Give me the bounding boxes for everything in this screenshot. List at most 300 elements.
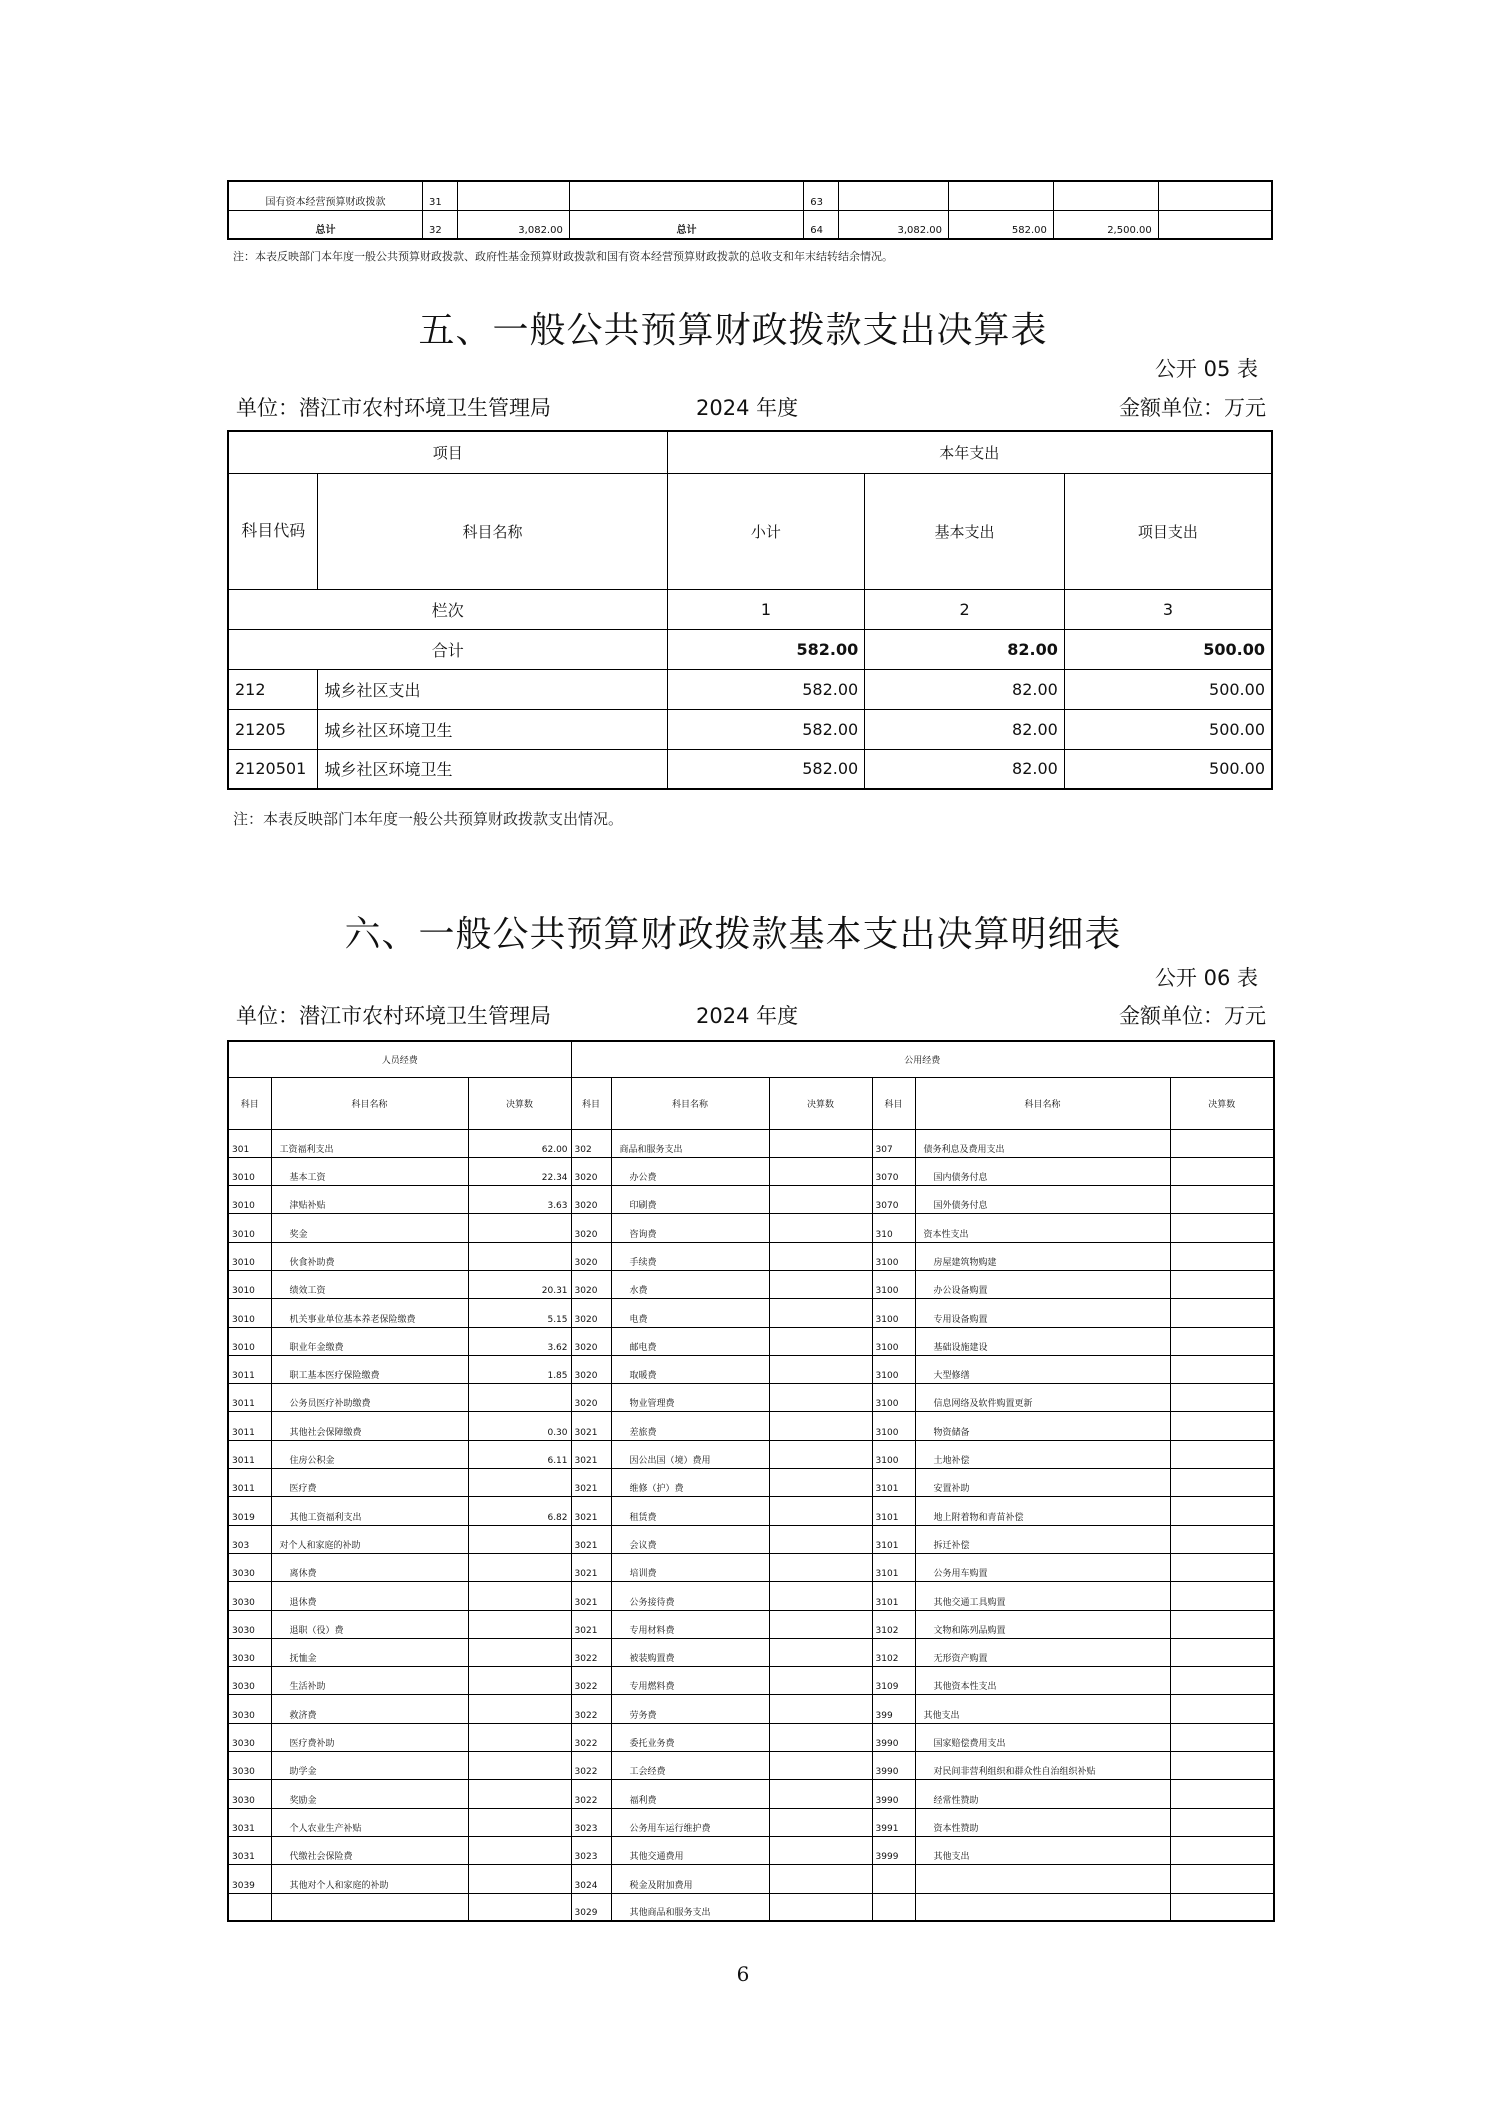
table-row [228, 1327, 1274, 1355]
item-name: 差旅费 [611, 1412, 769, 1440]
total-label: 总计 [569, 210, 803, 239]
item-amount [1170, 1129, 1274, 1157]
item-name: 水费 [611, 1270, 769, 1298]
item-amount [1170, 1836, 1274, 1864]
item-name: 公务用车购置 [915, 1553, 1170, 1581]
item-name: 专用材料费 [611, 1610, 769, 1638]
table-row [228, 1186, 1274, 1214]
item-code: 3011 [228, 1440, 271, 1468]
item-amount [1170, 1752, 1274, 1780]
item-code: 3030 [228, 1752, 271, 1780]
item-basic: 82.00 [865, 709, 1065, 749]
item-code: 21205 [228, 709, 318, 749]
item-code: 3024 [571, 1865, 611, 1893]
item-amount [468, 1667, 571, 1695]
item-amount [769, 1695, 872, 1723]
header-basic: 基本支出 [865, 473, 1065, 589]
item-amount [769, 1808, 872, 1836]
item-name: 咨询费 [611, 1214, 769, 1242]
item-amount [769, 1497, 872, 1525]
item-amount [1170, 1525, 1274, 1553]
item-name: 奖金 [271, 1214, 468, 1242]
row-label [569, 181, 803, 210]
item-code [872, 1865, 915, 1893]
table-row [228, 1270, 1274, 1298]
item-name: 其他支出 [915, 1695, 1170, 1723]
item-name: 资本性赞助 [915, 1808, 1170, 1836]
header-name: 科目名称 [318, 473, 667, 589]
table4-note: 注：本表反映部门本年度一般公共预算财政拨款、政府性基金预算财政拨款和国有资本经营预算财政拨款的总收支和年末结转结余情况。 [233, 250, 893, 263]
item-code: 3010 [228, 1186, 271, 1214]
item-name: 抚恤金 [271, 1638, 468, 1666]
header-name: 科目名称 [611, 1077, 769, 1129]
item-name: 专用燃料费 [611, 1667, 769, 1695]
item-name: 离休费 [271, 1553, 468, 1581]
item-code: 3020 [571, 1327, 611, 1355]
table5-note: 注：本表反映部门本年度一般公共预算财政拨款支出情况。 [233, 810, 624, 828]
item-name: 对个人和家庭的补助 [271, 1525, 468, 1553]
item-code: 3030 [228, 1553, 271, 1581]
item-name: 培训费 [611, 1553, 769, 1581]
row-value [457, 181, 569, 210]
item-amount [468, 1553, 571, 1581]
header-personnel: 人员经费 [228, 1041, 571, 1077]
item-amount [1170, 1865, 1274, 1893]
item-name: 其他社会保障缴费 [271, 1412, 468, 1440]
item-code: 3023 [571, 1836, 611, 1864]
item-amount [468, 1752, 571, 1780]
item-amount [769, 1384, 872, 1412]
item-amount [769, 1667, 872, 1695]
item-name: 个人农业生产补贴 [271, 1808, 468, 1836]
item-amount: 6.11 [468, 1440, 571, 1468]
table-row [228, 749, 1272, 789]
item-amount [1170, 1808, 1274, 1836]
item-amount [1170, 1582, 1274, 1610]
item-code: 3022 [571, 1638, 611, 1666]
item-amount [1170, 1553, 1274, 1581]
item-amount [769, 1469, 872, 1497]
item-code: 3011 [228, 1469, 271, 1497]
total-subtotal: 582.00 [667, 629, 865, 669]
header-amount: 决算数 [769, 1077, 872, 1129]
item-name: 绩效工资 [271, 1270, 468, 1298]
item-name: 退休费 [271, 1582, 468, 1610]
item-amount [1170, 1157, 1274, 1185]
total-value: 582.00 [949, 210, 1054, 239]
item-amount [769, 1299, 872, 1327]
item-name: 因公出国（境）费用 [611, 1440, 769, 1468]
item-code: 3021 [571, 1469, 611, 1497]
item-name: 职工基本医疗保险缴费 [271, 1355, 468, 1383]
item-amount [1170, 1638, 1274, 1666]
item-amount [769, 1440, 872, 1468]
item-name: 医疗费 [271, 1469, 468, 1497]
row-value [839, 181, 949, 210]
item-code: 3030 [228, 1638, 271, 1666]
item-code: 3022 [571, 1667, 611, 1695]
header-subtotal: 小计 [667, 473, 865, 589]
row-no: 64 [804, 210, 839, 239]
section5-table-number: 公开 05 表 [1154, 357, 1258, 381]
item-code: 3102 [872, 1638, 915, 1666]
item-name [915, 1865, 1170, 1893]
item-name: 安置补助 [915, 1469, 1170, 1497]
item-code: 3100 [872, 1242, 915, 1270]
item-name: 职业年金缴费 [271, 1327, 468, 1355]
total-value: 3,082.00 [839, 210, 949, 239]
item-code: 3020 [571, 1299, 611, 1327]
item-amount: 20.31 [468, 1270, 571, 1298]
item-code: 3011 [228, 1355, 271, 1383]
fiscal-year: 2024 年度 [696, 1004, 799, 1028]
item-name: 租赁费 [611, 1497, 769, 1525]
item-amount [468, 1723, 571, 1751]
item-name: 税金及附加费用 [611, 1865, 769, 1893]
table-row [228, 709, 1272, 749]
table-row [228, 1412, 1274, 1440]
item-amount [769, 1723, 872, 1751]
item-amount [1170, 1412, 1274, 1440]
item-code: 3029 [571, 1893, 611, 1921]
item-name: 专用设备购置 [915, 1299, 1170, 1327]
item-code [228, 1893, 271, 1921]
item-amount [468, 1610, 571, 1638]
item-code: 3030 [228, 1780, 271, 1808]
item-name: 福利费 [611, 1780, 769, 1808]
item-name: 生活补助 [271, 1667, 468, 1695]
item-name: 无形资产购置 [915, 1638, 1170, 1666]
item-code: 3011 [228, 1412, 271, 1440]
item-code: 3020 [571, 1157, 611, 1185]
item-amount: 0.30 [468, 1412, 571, 1440]
item-code: 3019 [228, 1497, 271, 1525]
column-no-label: 栏次 [228, 589, 667, 629]
table-row-total [228, 210, 1272, 239]
row-label: 国有资本经营预算财政拨款 [228, 181, 423, 210]
item-code: 307 [872, 1129, 915, 1157]
item-code: 3100 [872, 1440, 915, 1468]
item-amount [769, 1270, 872, 1298]
section5-title: 五、一般公共预算财政拨款支出决算表 [418, 310, 1048, 351]
item-amount [769, 1242, 872, 1270]
item-basic: 82.00 [865, 669, 1065, 709]
item-subtotal: 582.00 [667, 709, 865, 749]
table-row [228, 181, 1272, 210]
item-name: 其他交通工具购置 [915, 1582, 1170, 1610]
item-amount: 3.63 [468, 1186, 571, 1214]
total-value: 3,082.00 [457, 210, 569, 239]
table-row [228, 1865, 1274, 1893]
table-row [228, 1752, 1274, 1780]
item-name: 其他对个人和家庭的补助 [271, 1865, 468, 1893]
item-project: 500.00 [1064, 669, 1272, 709]
item-name: 资本性支出 [915, 1214, 1170, 1242]
item-name: 伙食补助费 [271, 1242, 468, 1270]
item-amount [1170, 1723, 1274, 1751]
item-code: 3030 [228, 1695, 271, 1723]
header-project-expense: 项目支出 [1064, 473, 1272, 589]
item-amount [769, 1157, 872, 1185]
section5-unit-line [236, 392, 1266, 422]
table-row [228, 1893, 1274, 1921]
total-value [1158, 210, 1272, 239]
item-name: 印刷费 [611, 1186, 769, 1214]
item-amount [468, 1865, 571, 1893]
section6-table-number: 公开 06 表 [1154, 966, 1258, 990]
item-amount [468, 1469, 571, 1497]
section6-title: 六、一般公共预算财政拨款基本支出决算明细表 [344, 914, 1122, 955]
item-code: 3021 [571, 1497, 611, 1525]
item-amount [468, 1893, 571, 1921]
header-row [228, 1077, 1274, 1129]
item-code: 3010 [228, 1157, 271, 1185]
item-code: 302 [571, 1129, 611, 1157]
table-row [228, 1299, 1274, 1327]
table-row [228, 1582, 1274, 1610]
money-unit: 金额单位：万元 [1119, 396, 1266, 420]
item-code: 3102 [872, 1610, 915, 1638]
row-no: 32 [423, 210, 458, 239]
item-code: 3020 [571, 1270, 611, 1298]
item-code: 3010 [228, 1299, 271, 1327]
item-amount [1170, 1893, 1274, 1921]
item-name: 文物和陈列品购置 [915, 1610, 1170, 1638]
item-name: 手续费 [611, 1242, 769, 1270]
item-name: 其他商品和服务支出 [611, 1893, 769, 1921]
item-name: 公务用车运行维护费 [611, 1808, 769, 1836]
total-project: 500.00 [1064, 629, 1272, 669]
item-amount [468, 1638, 571, 1666]
table-row [228, 1355, 1274, 1383]
table-row [228, 1667, 1274, 1695]
table-row [228, 1214, 1274, 1242]
item-name: 住房公积金 [271, 1440, 468, 1468]
item-code: 3039 [228, 1865, 271, 1893]
item-name: 会议费 [611, 1525, 769, 1553]
item-code: 301 [228, 1129, 271, 1157]
table-row [228, 1525, 1274, 1553]
item-project: 500.00 [1064, 749, 1272, 789]
item-name: 助学金 [271, 1752, 468, 1780]
row-value [1053, 181, 1158, 210]
table4-tail [227, 180, 1273, 240]
table-row [228, 669, 1272, 709]
header-amount: 决算数 [468, 1077, 571, 1129]
item-amount [468, 1808, 571, 1836]
item-name: 办公设备购置 [915, 1270, 1170, 1298]
item-amount [468, 1242, 571, 1270]
table-row [228, 1384, 1274, 1412]
item-name: 代缴社会保险费 [271, 1836, 468, 1864]
item-name: 奖励金 [271, 1780, 468, 1808]
item-amount [769, 1638, 872, 1666]
item-code: 3020 [571, 1355, 611, 1383]
item-code: 3031 [228, 1836, 271, 1864]
item-amount [769, 1525, 872, 1553]
item-amount [1170, 1780, 1274, 1808]
item-code: 2120501 [228, 749, 318, 789]
column-no: 3 [1064, 589, 1272, 629]
item-name: 其他交通费用 [611, 1836, 769, 1864]
row-value [1158, 181, 1272, 210]
item-code: 3022 [571, 1752, 611, 1780]
item-code: 310 [872, 1214, 915, 1242]
item-code: 3030 [228, 1582, 271, 1610]
item-code: 3100 [872, 1327, 915, 1355]
item-code [872, 1893, 915, 1921]
header-code: 科目 [872, 1077, 915, 1129]
page-number: 6 [736, 1962, 750, 1986]
header-public: 公用经费 [571, 1041, 1274, 1077]
item-code: 3990 [872, 1780, 915, 1808]
table5-expense [227, 430, 1273, 790]
item-code: 3021 [571, 1525, 611, 1553]
table-row [228, 1157, 1274, 1185]
section6-unit-line [236, 1000, 1266, 1030]
table-row [228, 1129, 1274, 1157]
header-code: 科目代码 [228, 473, 318, 589]
table6-basic-expense-detail [227, 1040, 1275, 1922]
item-amount [769, 1893, 872, 1921]
item-code: 3010 [228, 1327, 271, 1355]
table-row [228, 1695, 1274, 1723]
item-name: 被装购置费 [611, 1638, 769, 1666]
unit-label: 单位：潜江市农村环境卫生管理局 [236, 1004, 551, 1028]
item-code: 3021 [571, 1610, 611, 1638]
table-row [228, 1497, 1274, 1525]
item-name: 对民间非营利组织和群众性自治组织补贴 [915, 1752, 1170, 1780]
item-code: 3030 [228, 1667, 271, 1695]
item-name: 债务利息及费用支出 [915, 1129, 1170, 1157]
item-name: 其他工资福利支出 [271, 1497, 468, 1525]
item-project: 500.00 [1064, 709, 1272, 749]
item-code: 3101 [872, 1525, 915, 1553]
table-row [228, 1242, 1274, 1270]
item-amount [1170, 1299, 1274, 1327]
item-code: 303 [228, 1525, 271, 1553]
header-project: 项目 [228, 431, 667, 473]
item-code: 3030 [228, 1610, 271, 1638]
item-amount [1170, 1384, 1274, 1412]
item-name: 医疗费补助 [271, 1723, 468, 1751]
item-code: 3100 [872, 1412, 915, 1440]
item-name: 基础设施建设 [915, 1327, 1170, 1355]
item-code: 3990 [872, 1723, 915, 1751]
item-amount [468, 1525, 571, 1553]
item-name: 津贴补贴 [271, 1186, 468, 1214]
item-amount [1170, 1214, 1274, 1242]
item-amount [1170, 1327, 1274, 1355]
item-amount [1170, 1497, 1274, 1525]
row-value [949, 181, 1054, 210]
item-code: 3021 [571, 1412, 611, 1440]
item-name [915, 1893, 1170, 1921]
table-row [228, 1469, 1274, 1497]
item-name: 土地补偿 [915, 1440, 1170, 1468]
item-name [271, 1893, 468, 1921]
item-amount: 6.82 [468, 1497, 571, 1525]
item-amount: 5.15 [468, 1299, 571, 1327]
total-label: 合计 [228, 629, 667, 669]
item-name: 机关事业单位基本养老保险缴费 [271, 1299, 468, 1327]
header-row [228, 1041, 1274, 1077]
item-amount [1170, 1355, 1274, 1383]
item-amount [769, 1752, 872, 1780]
item-amount [769, 1327, 872, 1355]
item-name: 救济费 [271, 1695, 468, 1723]
item-code: 3101 [872, 1582, 915, 1610]
table-row [228, 1780, 1274, 1808]
item-amount [1170, 1610, 1274, 1638]
table-row [228, 1723, 1274, 1751]
item-amount [769, 1355, 872, 1383]
item-code: 3020 [571, 1242, 611, 1270]
total-value: 2,500.00 [1053, 210, 1158, 239]
item-amount [769, 1214, 872, 1242]
item-code: 399 [872, 1695, 915, 1723]
money-unit: 金额单位：万元 [1119, 1004, 1266, 1028]
item-code: 3109 [872, 1667, 915, 1695]
item-code: 3031 [228, 1808, 271, 1836]
item-code: 3100 [872, 1355, 915, 1383]
table-row [228, 1638, 1274, 1666]
item-amount [1170, 1242, 1274, 1270]
item-name: 商品和服务支出 [611, 1129, 769, 1157]
item-name: 国外债务付息 [915, 1186, 1170, 1214]
item-amount [769, 1412, 872, 1440]
item-code: 3021 [571, 1582, 611, 1610]
total-label: 总计 [228, 210, 423, 239]
item-name: 退职（役）费 [271, 1610, 468, 1638]
item-amount [769, 1553, 872, 1581]
item-amount [468, 1780, 571, 1808]
item-code: 3022 [571, 1723, 611, 1751]
item-code: 3022 [571, 1780, 611, 1808]
header-current-year-expense: 本年支出 [667, 431, 1272, 473]
column-no: 2 [865, 589, 1065, 629]
item-name: 信息网络及软件购置更新 [915, 1384, 1170, 1412]
item-name: 其他支出 [915, 1836, 1170, 1864]
table-row [228, 1808, 1274, 1836]
item-code: 3022 [571, 1695, 611, 1723]
item-name: 劳务费 [611, 1695, 769, 1723]
item-code: 3020 [571, 1214, 611, 1242]
item-amount [769, 1582, 872, 1610]
item-amount [1170, 1695, 1274, 1723]
item-amount [769, 1129, 872, 1157]
item-name: 国内债务付息 [915, 1157, 1170, 1185]
header-name: 科目名称 [271, 1077, 468, 1129]
item-amount [769, 1836, 872, 1864]
item-amount [769, 1610, 872, 1638]
item-code: 3100 [872, 1270, 915, 1298]
item-code: 3991 [872, 1808, 915, 1836]
item-name: 地上附着物和青苗补偿 [915, 1497, 1170, 1525]
item-code: 3101 [872, 1497, 915, 1525]
item-code: 3010 [228, 1214, 271, 1242]
item-code: 3100 [872, 1384, 915, 1412]
item-amount [468, 1695, 571, 1723]
item-code: 3020 [571, 1186, 611, 1214]
row-no: 31 [423, 181, 458, 210]
item-name: 取暖费 [611, 1355, 769, 1383]
item-amount [769, 1865, 872, 1893]
column-no: 1 [667, 589, 865, 629]
item-amount [1170, 1440, 1274, 1468]
table-row [228, 1440, 1274, 1468]
item-amount [468, 1582, 571, 1610]
